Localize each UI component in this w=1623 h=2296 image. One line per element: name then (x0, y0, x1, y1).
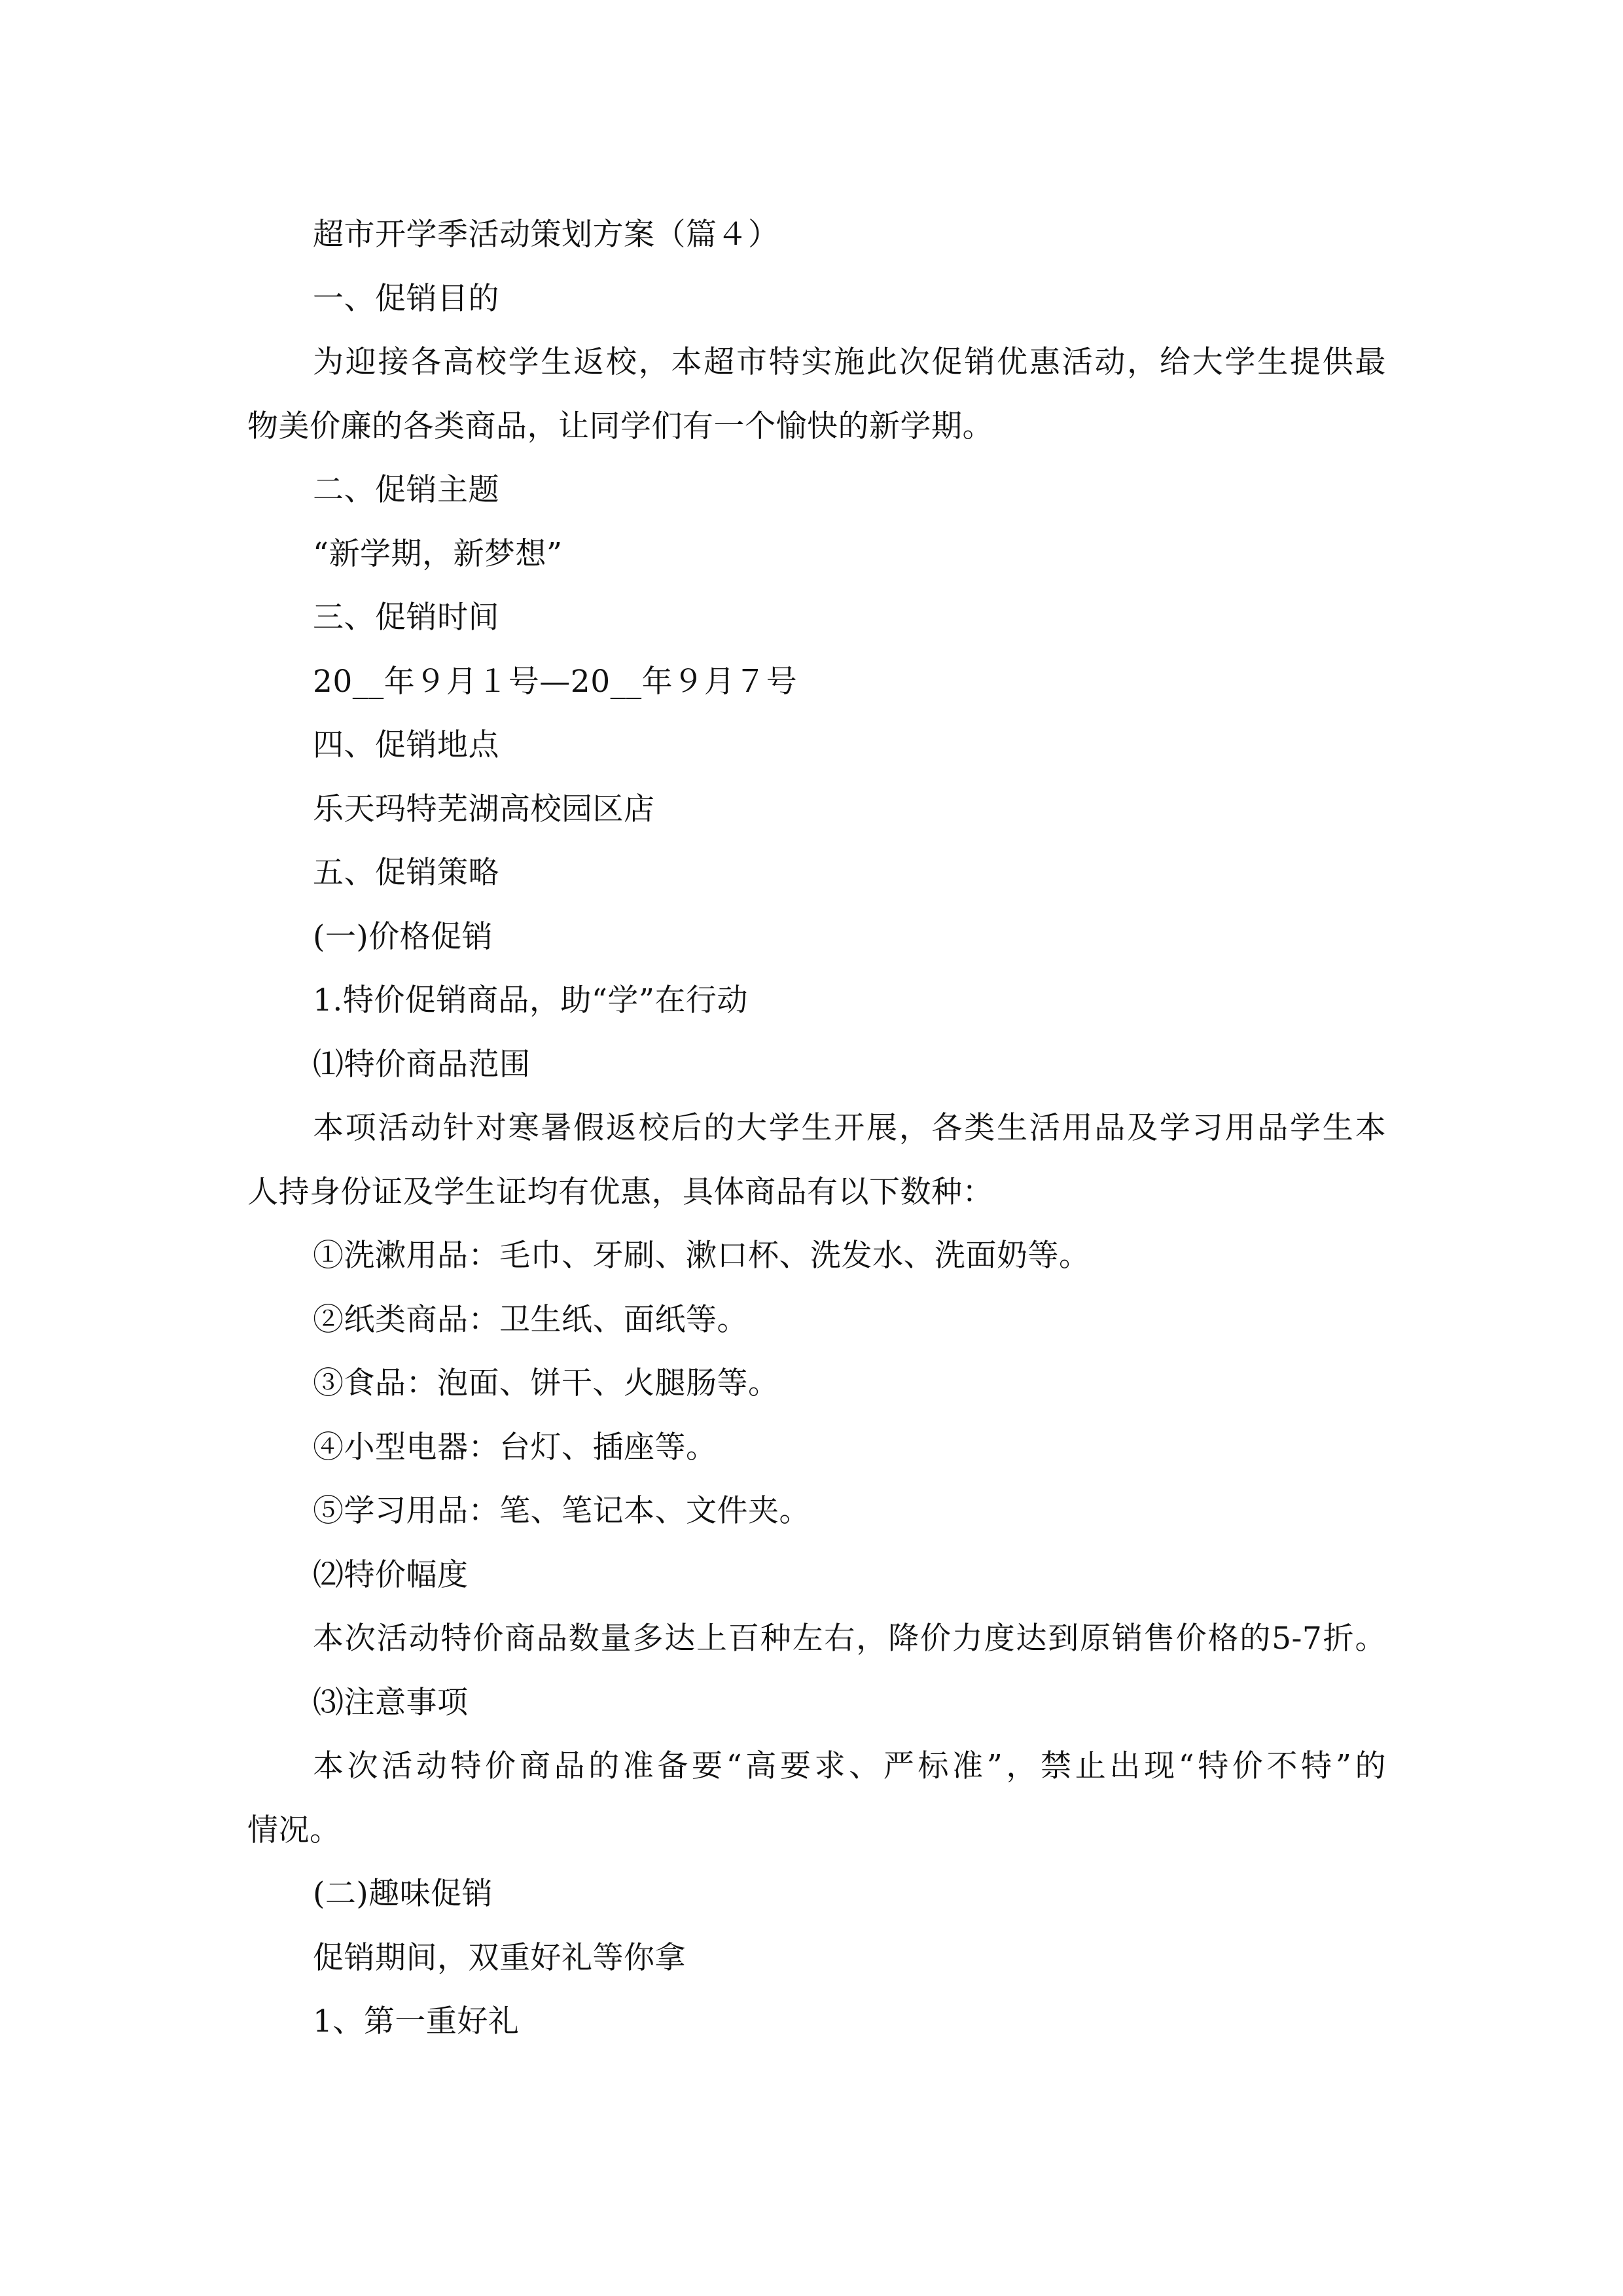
section-heading-location: 四、促销地点 (313, 727, 499, 763)
item-notes: ⑶注意事项 (313, 1684, 469, 1721)
paragraph-purpose-line2: 物美价廉的各类商品，让同学们有一个愉快的新学期。 (247, 408, 993, 444)
subsection-fun-promotion: (二)趣味促销 (313, 1876, 493, 1912)
section-heading-theme: 二、促销主题 (313, 472, 499, 508)
promotion-location: 乐天玛特芜湖高校园区店 (313, 791, 655, 827)
document-title: 超市开学季活动策划方案（篇４） (313, 217, 779, 253)
fun-promotion-intro: 促销期间，双重好礼等你拿 (313, 1939, 686, 1976)
document-body (247, 203, 1386, 2054)
list-item: ④小型电器：台灯、插座等。 (313, 1429, 717, 1465)
list-item: ③食品：泡面、饼干、火腿肠等。 (313, 1365, 779, 1401)
item-special-range: ⑴特价商品范围 (313, 1046, 531, 1083)
subsection-price-promotion: (一)价格促销 (313, 918, 493, 955)
section-heading-strategy: 五、促销策略 (313, 855, 499, 891)
item-first-gift: 1、第一重好礼 (313, 2003, 520, 2039)
list-item: ①洗漱用品：毛巾、牙刷、漱口杯、洗发水、洗面奶等。 (313, 1238, 1090, 1274)
section-heading-purpose: 一、促销目的 (313, 280, 499, 317)
paragraph-discount: 本次活动特价商品数量多达上百种左右，降价力度达到原销售价格的5-7折。 (313, 1621, 1386, 1657)
section-heading-time: 三、促销时间 (313, 600, 499, 636)
list-item: ②纸类商品：卫生纸、面纸等。 (313, 1301, 748, 1338)
paragraph-range-line2: 人持身份证及学生证均有优惠，具体商品有以下数种： (247, 1174, 993, 1210)
list-item: ⑤学习用品：笔、笔记本、文件夹。 (313, 1493, 810, 1529)
paragraph-purpose-line1: 为迎接各高校学生返校，本超市特实施此次促销优惠活动，给大学生提供最 (313, 344, 1386, 380)
promotion-theme: “新学期，新梦想” (313, 535, 563, 572)
paragraph-range-line1: 本项活动针对寒暑假返校后的大学生开展，各类生活用品及学习用品学生本 (313, 1110, 1386, 1146)
item-discount-extent: ⑵特价幅度 (313, 1556, 469, 1593)
paragraph-notes-line2: 情况。 (247, 1812, 341, 1848)
paragraph-notes-line1: 本次活动特价商品的准备要“高要求、严标准”，禁止出现“特价不特”的 (313, 1748, 1386, 1784)
promotion-time: 20__年９月１号—20__年９月７号 (313, 663, 798, 700)
item-special-price: 1.特价促销商品，助“学”在行动 (313, 982, 748, 1018)
